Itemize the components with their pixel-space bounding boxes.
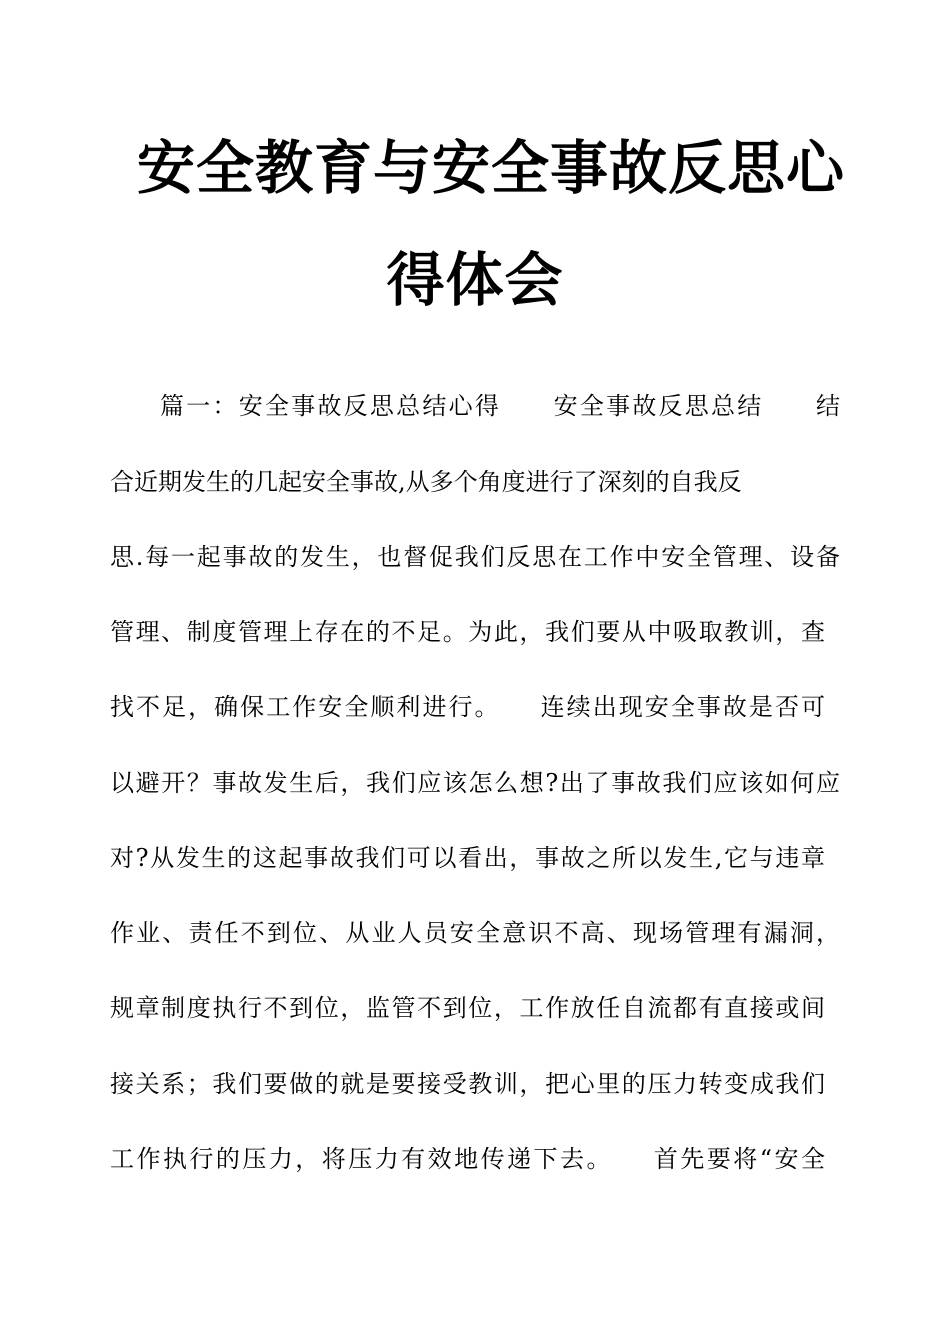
body-line-11: 工作执行的压力，将压力有效地传递下去。 首先要将“安全 [110, 1145, 825, 1173]
body-line-10: 接关系；我们要做的就是要接受教训，把心里的压力转变成我们 [110, 1070, 825, 1098]
body-line-4: 管理、制度管理上存在的不足。为此，我们要从中吸取教训，查 [110, 618, 825, 646]
body-line-6: 以避开？事故发生后，我们应该怎么想?出了事故我们应该如何应 [110, 769, 840, 797]
body-line-8: 作业、责任不到位、从业人员安全意识不高、现场管理有漏洞， [110, 919, 840, 947]
body-line-2: 合近期发生的几起安全事故,从多个角度进行了深刻的自我反 [110, 468, 742, 496]
body-line-5: 找不足，确保工作安全顺利进行。 连续出现安全事故是否可 [110, 693, 825, 721]
body-line-7: 对?从发生的这起事故我们可以看出，事故之所以发生,它与违章 [110, 844, 825, 872]
document-title-line-1: 安全教育与安全事故反思心 [136, 134, 845, 202]
body-line-1: 篇一：安全事故反思总结心得 安全事故反思总结 结 [160, 392, 840, 420]
body-line-9: 规章制度执行不到位，监管不到位，工作放任自流都有直接或间 [110, 994, 825, 1022]
document-title-line-2: 得体会 [386, 246, 564, 314]
body-line-3: 思.每一起事故的发生，也督促我们反思在工作中安全管理、设备 [110, 543, 840, 571]
